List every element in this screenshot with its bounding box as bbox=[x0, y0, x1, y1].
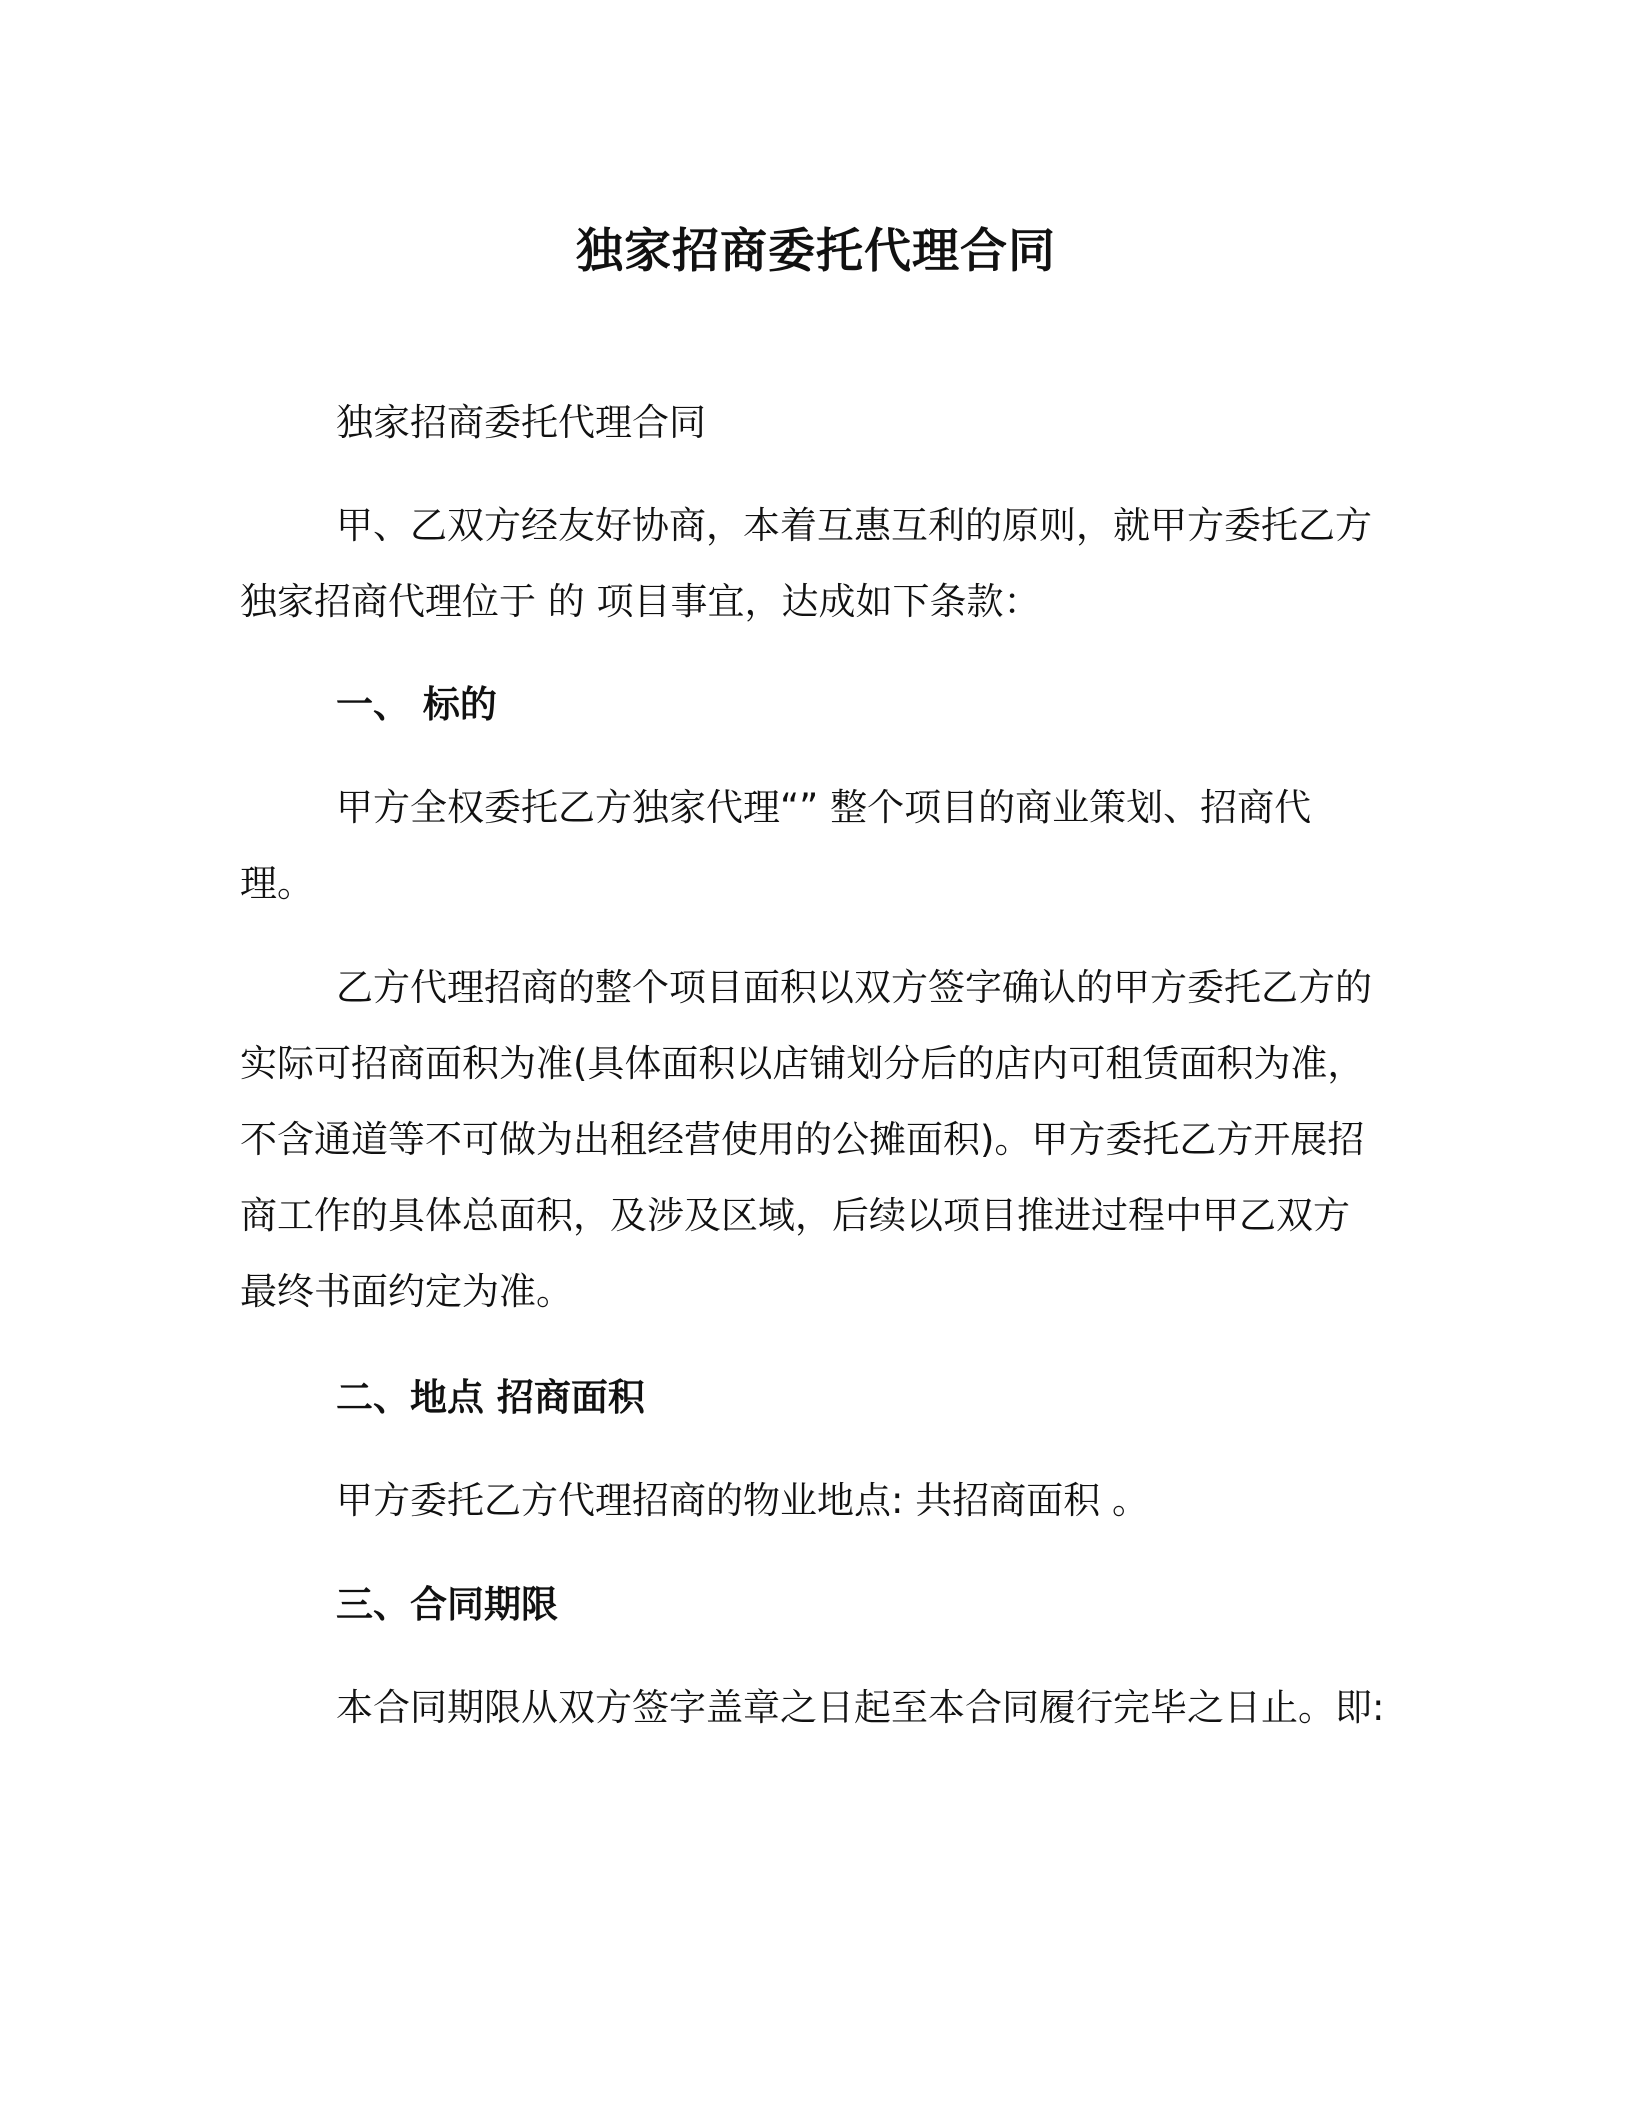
paragraph-line: 甲方委托乙方代理招商的物业地点: 共招商面积 。 bbox=[336, 1479, 1149, 1522]
paragraph-area bbox=[240, 950, 1400, 1330]
paragraph-line: 理。 bbox=[240, 862, 314, 905]
section-heading-1 bbox=[240, 667, 1400, 743]
paragraph-intro bbox=[240, 488, 1400, 640]
paragraph-line: 甲方全权委托乙方独家代理“” 整个项目的商业策划、招商代 bbox=[336, 786, 1312, 829]
paragraph-subtitle bbox=[240, 385, 1400, 461]
paragraph-line: 实际可招商面积为准(具体面积以店铺划分后的店内可租赁面积为准， bbox=[240, 1042, 1365, 1085]
paragraph-line: 独家招商委托代理合同 bbox=[336, 401, 706, 444]
document-title: 独家招商委托代理合同 bbox=[576, 224, 1056, 279]
heading-text: 三、合同期限 bbox=[336, 1583, 558, 1626]
paragraph-location bbox=[240, 1463, 1400, 1539]
paragraph-line: 不含通道等不可做为出租经营使用的公摊面积)。甲方委托乙方开展招 bbox=[240, 1118, 1365, 1161]
paragraph-line: 商工作的具体总面积，及涉及区域，后续以项目推进过程中甲乙双方 bbox=[240, 1194, 1350, 1237]
paragraph-line: 本合同期限从双方签字盖章之日起至本合同履行完毕之日止。即: bbox=[336, 1686, 1385, 1729]
paragraph-term bbox=[240, 1670, 1400, 1746]
paragraph-line: 乙方代理招商的整个项目面积以双方签字确认的甲方委托乙方的 bbox=[336, 966, 1372, 1009]
heading-text: 一、 标的 bbox=[336, 683, 497, 726]
paragraph-line: 最终书面约定为准。 bbox=[240, 1270, 573, 1313]
heading-text: 二、地点 招商面积 bbox=[336, 1376, 645, 1419]
paragraph-line: 独家招商代理位于 的 项目事宜，达成如下条款： bbox=[240, 580, 1041, 623]
section-heading-2 bbox=[240, 1360, 1400, 1436]
paragraph-line: 甲、乙双方经友好协商，本着互惠互利的原则，就甲方委托乙方 bbox=[336, 504, 1372, 547]
paragraph-subject bbox=[240, 770, 1400, 922]
section-heading-3 bbox=[240, 1567, 1400, 1643]
